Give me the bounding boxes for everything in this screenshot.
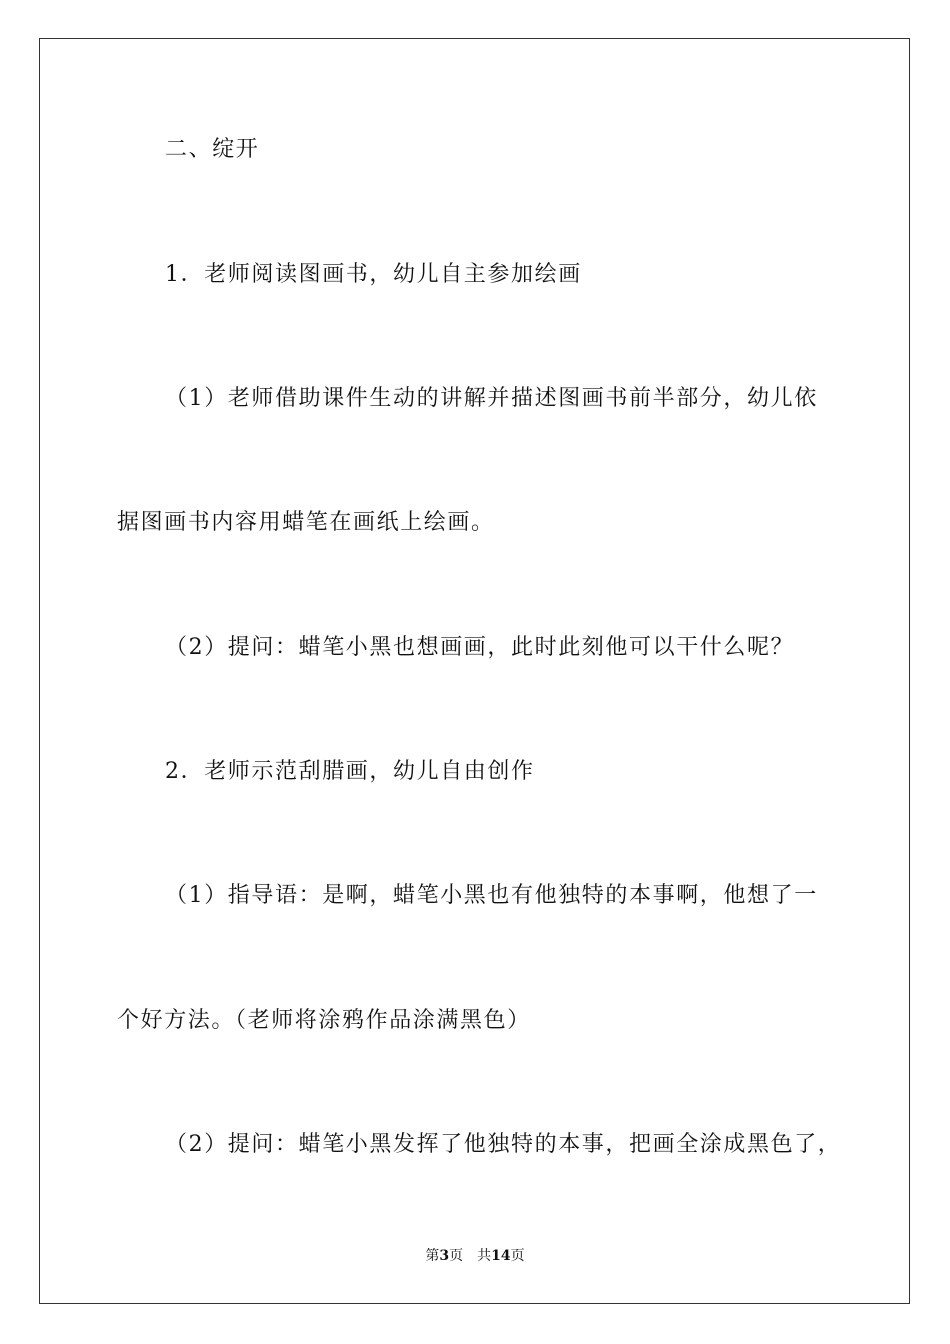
paragraph-line: 据图画书内容用蜡笔在画纸上绘画。 (117, 510, 495, 535)
step-2-heading: 2．老师示范刮腊画，幼儿自由创作 (165, 759, 535, 784)
paragraph-line: （2）提问：蜡笔小黑也想画画，此时此刻他可以干什么呢？ (165, 635, 795, 660)
page-border (39, 38, 910, 1304)
paragraph-line: （1）指导语：是啊，蜡笔小黑也有他独特的本事啊，他想了一 (165, 883, 818, 908)
footer-total-pages: 14 (491, 1248, 511, 1264)
section-heading: 二、绽开 (165, 137, 260, 162)
step-1-heading: 1．老师阅读图画书，幼儿自主参加绘画 (165, 262, 582, 287)
footer-total-suffix: 页 (510, 1248, 525, 1264)
footer-page-prefix: 第 (425, 1248, 440, 1264)
paragraph-line: 个好方法。（老师将涂鸦作品涂满黑色） (117, 1008, 531, 1033)
footer-total-prefix: 共 (477, 1248, 492, 1264)
footer-page-suffix: 页 (449, 1248, 464, 1264)
paragraph-line: （2）提问：蜡笔小黑发挥了他独特的本事，把画全涂成黑色了， (165, 1132, 842, 1157)
page-footer (0, 1246, 950, 1266)
paragraph-line: （1）老师借助课件生动的讲解并描述图画书前半部分，幼儿依 (165, 386, 818, 411)
footer-page-number: 3 (439, 1248, 450, 1264)
